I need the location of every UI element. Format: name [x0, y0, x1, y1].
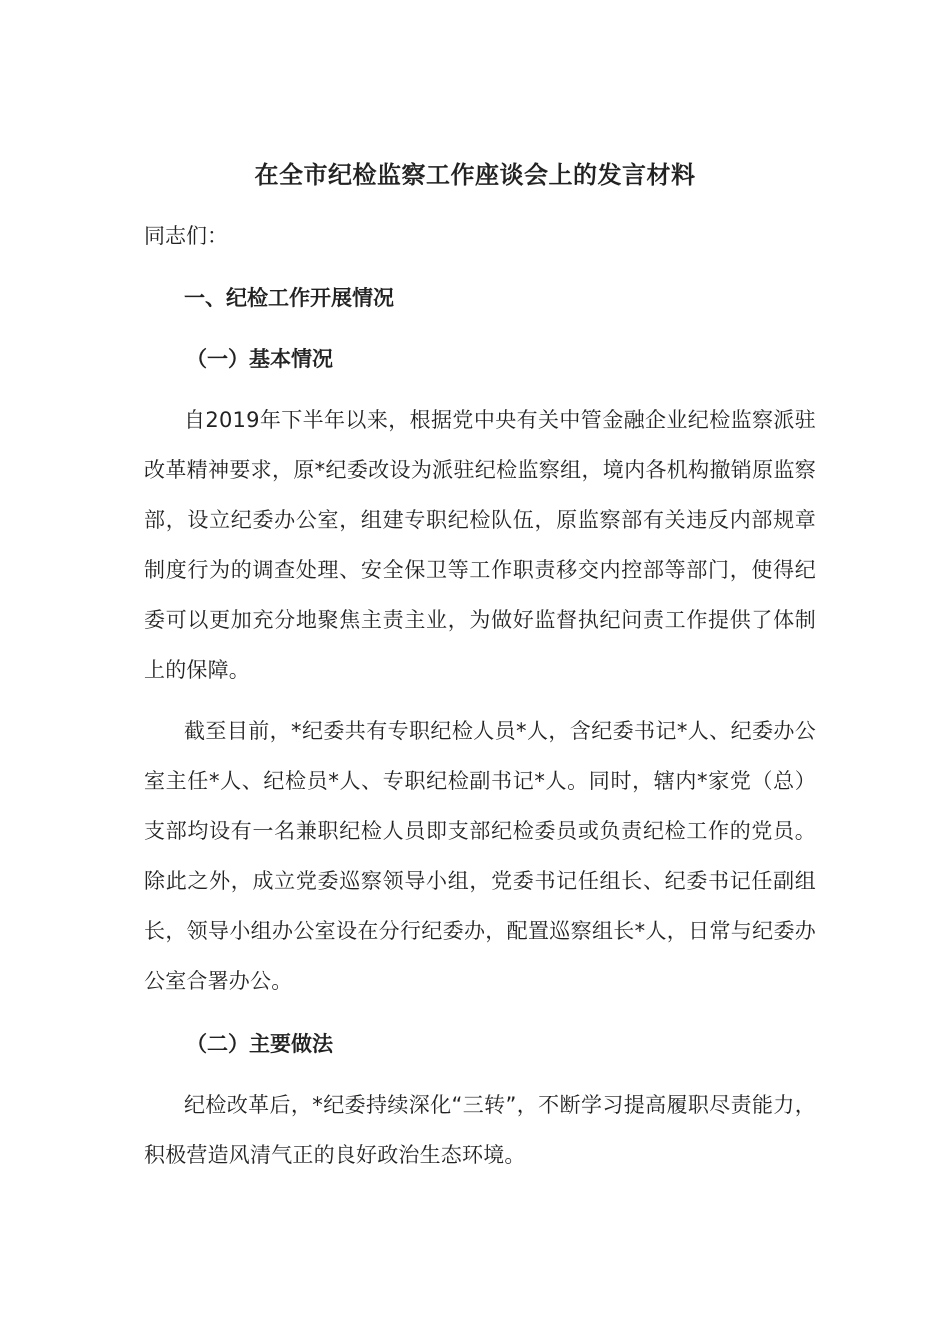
paragraph: 自2019年下半年以来，根据党中央有关中管金融企业纪检监察派驻改革精神要求，原*纪委改设为派驻纪检监察组，境内各机构撤销原监察部，设立纪委办公室，组建专职纪检队伍，原监察部有关违反内部规章制度行为的调查处理、安全保卫等工作职责移交内控部等部门，使得纪委可以更加充分地聚焦主责主业，为做好监督执纪问责工作提供了体制上的保障。 — [144, 408, 816, 682]
subsection-heading: （一）基本情况 — [186, 347, 333, 371]
subsection-heading: （二）主要做法 — [186, 1032, 333, 1056]
paragraph: 截至目前，*纪委共有专职纪检人员*人，含纪委书记*人、纪委办公室主任*人、纪检员*人、专职纪检副书记*人。同时，辖内*家党（总）支部均设有一名兼职纪检人员即支部纪检委员或负责纪检工作的党员。除此之外，成立党委巡察领导小组，党委书记任组长、纪委书记任副组长，领导小组办公室设在分行纪委办，配置巡察组长*人，日常与纪委办公室合署办公。 — [144, 719, 816, 993]
paragraph: 纪检改革后，*纪委持续深化“三转”，不断学习提高履职尽责能力，积极营造风清气正的良好政治生态环境。 — [144, 1093, 816, 1167]
section-heading: 一、纪检工作开展情况 — [184, 286, 394, 310]
document-title: 在全市纪检监察工作座谈会上的发言材料 — [254, 161, 696, 189]
salutation: 同志们： — [144, 224, 228, 248]
